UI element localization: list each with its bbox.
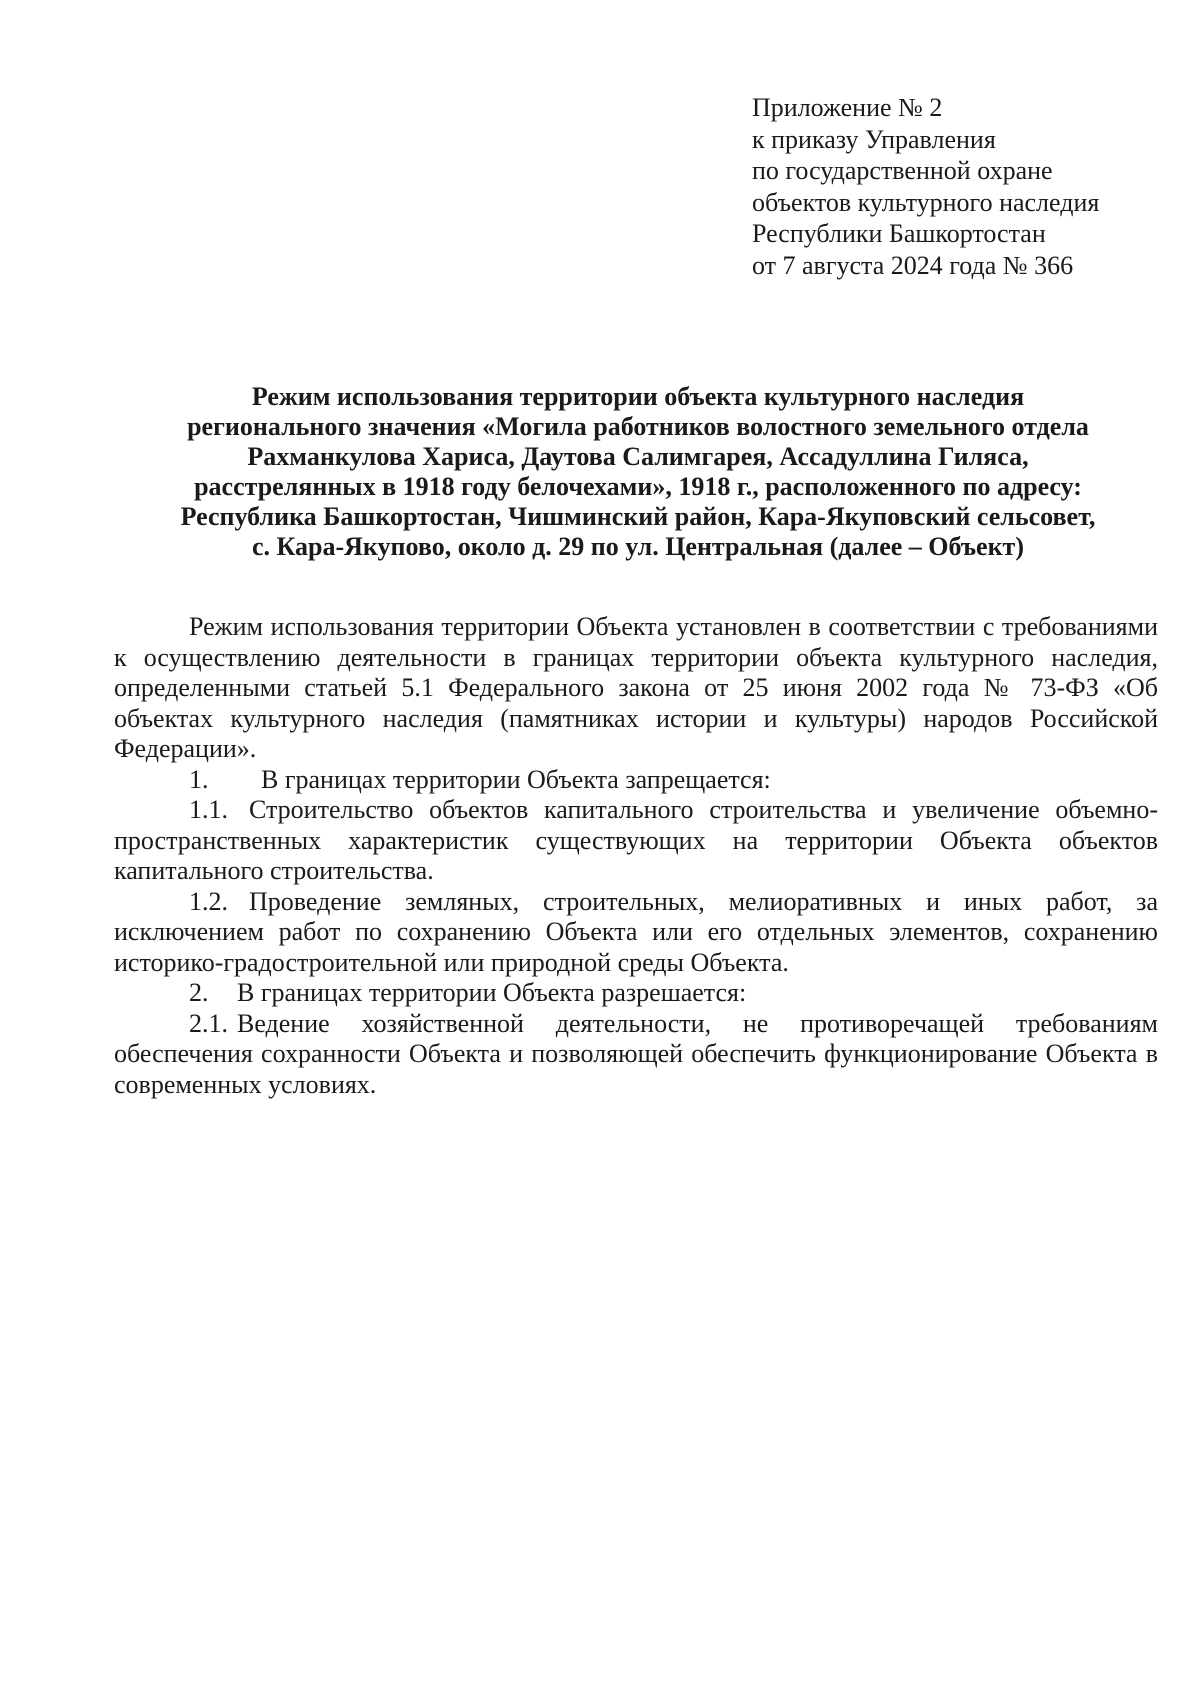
item-number: 1.1. (189, 795, 228, 824)
item-text: В границах территории Объекта разрешается: (237, 978, 747, 1007)
item-text: В границах территории Объекта запрещается: (261, 764, 771, 794)
list-item (114, 1009, 1158, 1101)
list-item (114, 887, 1158, 979)
title-line: регионального значения «Могила работников волостного земельного отдела (187, 412, 1089, 441)
appendix-header (752, 92, 1172, 281)
document-title (118, 382, 1158, 562)
item-text: Проведение земляных, строительных, мелиоративных и иных работ, за исключением работ по сохранению Объекта или его отдельных элементов, сохранению историко-градостроительной или природной среды Объекта. (114, 886, 1158, 977)
item-number: 1.2. (189, 886, 228, 916)
list-item (114, 795, 1158, 887)
appendix-line: объектов культурного наследия (752, 187, 1100, 217)
item-number: 2. (189, 978, 209, 1007)
item-number: 1. (189, 764, 209, 794)
list-item (114, 765, 1158, 796)
appendix-line: по государственной охране (752, 156, 1053, 185)
intro-paragraph: Режим использования территории Объекта установлен в соответствии с требованиями к осуществлению деятельности в границах территории объекта культурного наследия, определенными статьей 5.1 Федерального закона от 25 июня 2002 года № 73-ФЗ «Об объектах культурного наследия (памятниках истории и культуры) народов Российской Федерации». (114, 612, 1158, 763)
item-number: 2.1. (189, 1008, 228, 1038)
appendix-line: от 7 августа 2024 года № 366 (752, 250, 1074, 280)
list-item (114, 978, 1158, 1009)
document-body (114, 612, 1158, 1100)
item-text: Ведение хозяйственной деятельности, не противоречащей требованиям обеспечения сохранности Объекта и позволяющей обеспечить функционирование Объекта в современных условиях. (114, 1008, 1158, 1099)
title-line: Режим использования территории объекта культурного наследия (251, 382, 1025, 411)
title-line: Рахманкулова Хариса, Даутова Салимгарея, Ассадуллина Гиляса, (247, 442, 1029, 471)
title-line: Республика Башкортостан, Чишминский район, Кара-Якуповский сельсовет, (180, 502, 1096, 531)
item-text: Строительство объектов капитального строительства и увеличение объемно-пространственных характеристик существующих на территории Объекта объектов капитального строительства. (114, 795, 1158, 885)
appendix-line: Приложение № 2 (752, 93, 943, 122)
appendix-line: к приказу Управления (752, 124, 996, 154)
appendix-line: Республики Башкортостан (752, 219, 1046, 248)
title-line: с. Кара-Якупово, около д. 29 по ул. Центральная (далее – Объект) (251, 532, 1024, 561)
title-line: расстрелянных в 1918 году белочехами», 1918 г., расположенного по адресу: (194, 472, 1082, 501)
